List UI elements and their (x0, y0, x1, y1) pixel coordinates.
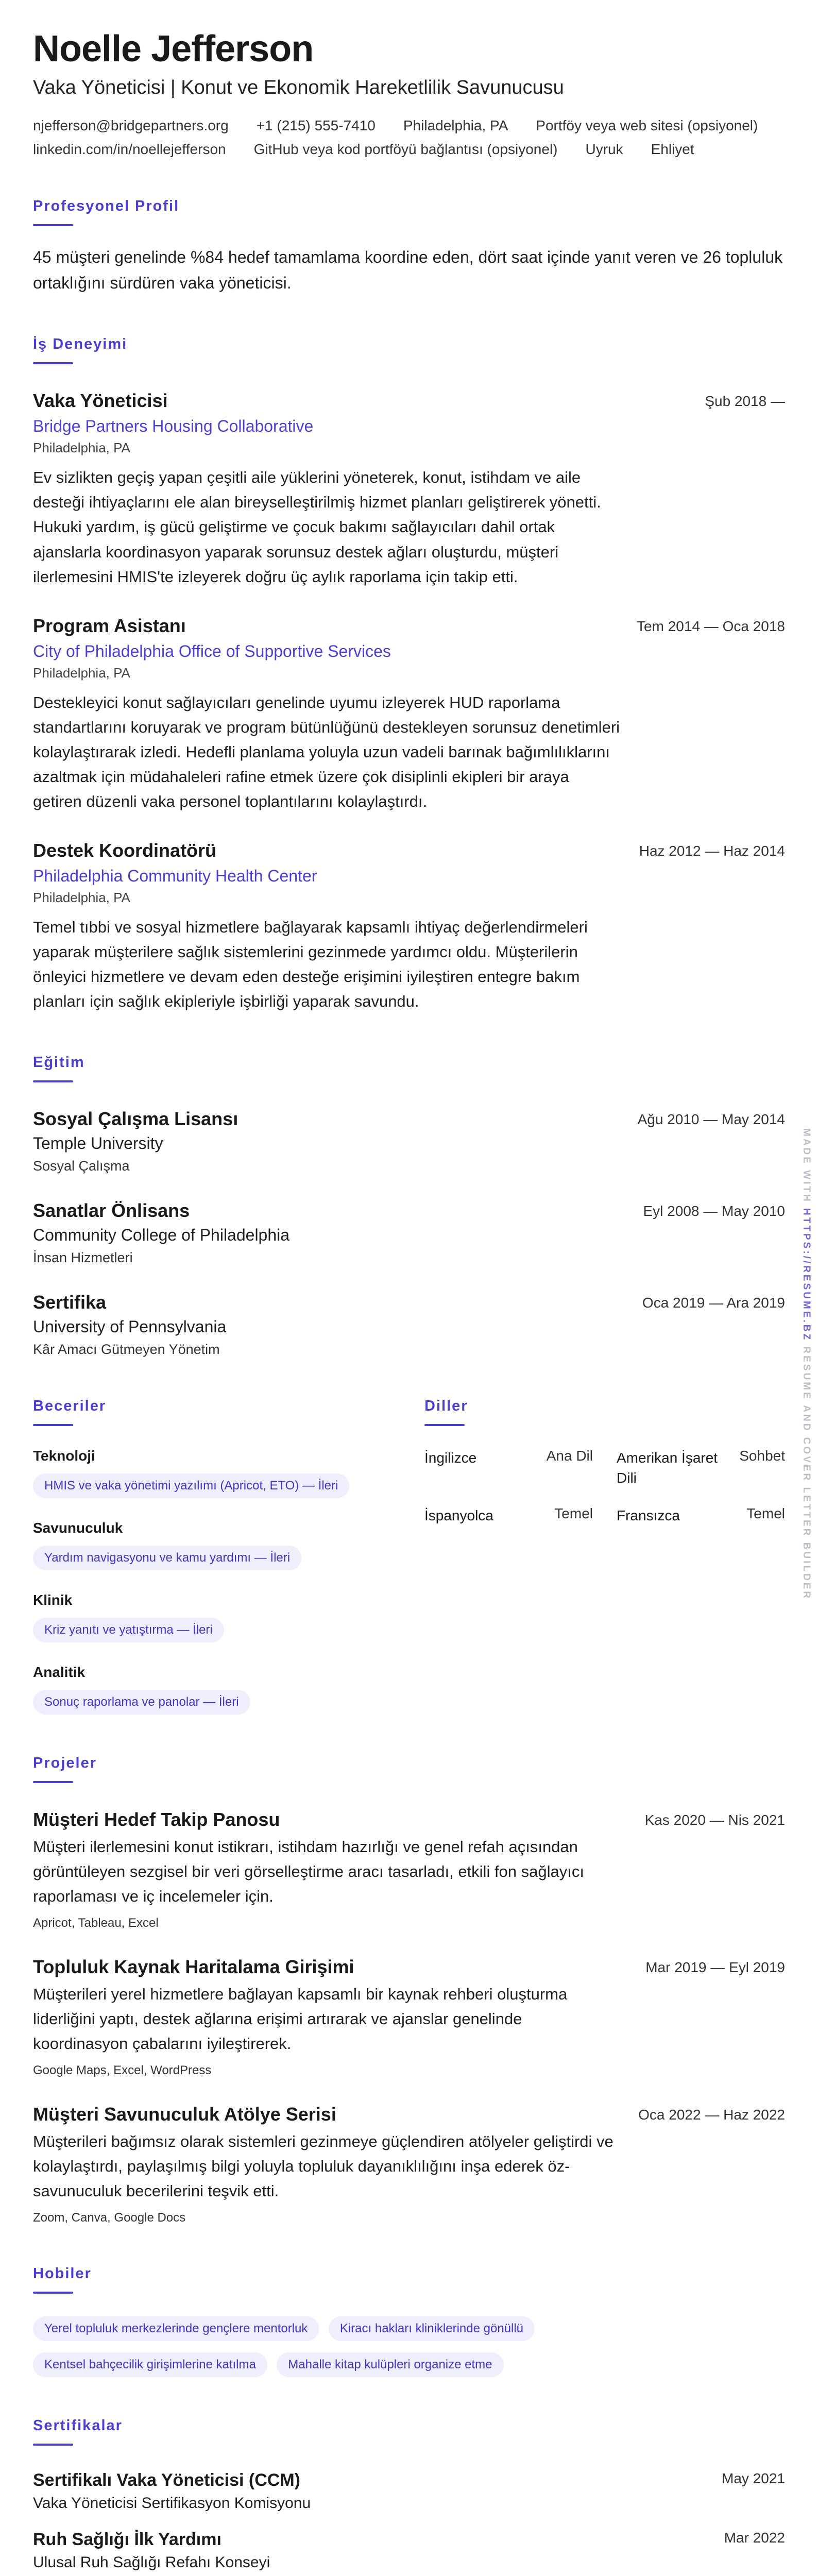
school-name: Community College of Philadelphia (33, 1226, 290, 1245)
experience-entry (33, 615, 785, 814)
contact-location: Philadelphia, PA (403, 117, 508, 134)
project-name: Topluluk Kaynak Haritalama Girişimi (33, 1956, 354, 1978)
experience-entry (33, 840, 785, 1014)
section-title: Projeler (33, 1755, 97, 1772)
contact-info (33, 117, 785, 158)
contact-email[interactable]: njefferson@bridgepartners.org (33, 117, 229, 134)
project-name: Müşteri Hedef Takip Panosu (33, 1809, 280, 1831)
experience-entry (33, 390, 785, 589)
hobby-chip: Kentsel bahçecilik girişimlerine katılma (33, 2352, 267, 2377)
languages-grid (424, 1448, 785, 1526)
section-divider (33, 1781, 73, 1783)
skill-category: Klinik (33, 1592, 73, 1608)
job-title: Destek Koordinatörü (33, 839, 217, 861)
candidate-headline: Vaka Yöneticisi | Konut ve Ekonomik Hareketlilik Savunucusu (33, 77, 564, 99)
school-name: Temple University (33, 1134, 163, 1153)
skill-category: Teknoloji (33, 1448, 95, 1464)
section-divider (33, 1424, 73, 1426)
language-name: İngilizce (424, 1450, 477, 1466)
project-dates: Mar 2019 — Eyl 2019 (645, 1959, 785, 1976)
education-dates: Oca 2019 — Ara 2019 (642, 1295, 785, 1311)
language-name: Fransızca (617, 1507, 680, 1524)
section-title: Sertifikalar (33, 2417, 123, 2434)
education-dates: Eyl 2008 — May 2010 (643, 1203, 785, 1219)
employer-name: City of Philadelphia Office of Supportive Services (33, 641, 391, 660)
job-title: Vaka Yöneticisi (33, 390, 168, 412)
hobbies-section (33, 2265, 785, 2377)
job-title: Program Asistanı (33, 615, 186, 636)
education-entry (33, 1108, 785, 1174)
project-tech: Google Maps, Excel, WordPress (33, 2063, 212, 2078)
skill-category: Savunuculuk (33, 1520, 123, 1536)
profile-section (33, 198, 785, 296)
section-divider (33, 362, 73, 364)
education-section (33, 1054, 785, 1358)
contact-github[interactable]: GitHub veya kod portföyü bağlantısı (opsiyonel) (253, 141, 558, 158)
section-title: Profesyonel Profil (33, 198, 180, 215)
employer-name: Philadelphia Community Health Center (33, 866, 317, 885)
employer-name: Bridge Partners Housing Collaborative (33, 417, 314, 436)
language-item (424, 1505, 593, 1526)
study-field: Kâr Amacı Gütmeyen Yönetim (33, 1342, 220, 1358)
watermark-suffix: RESUME AND COVER LETTER BUILDER (801, 1346, 812, 1601)
project-entry (33, 1809, 785, 1930)
section-divider (33, 1080, 73, 1082)
section-title: Hobiler (33, 2265, 92, 2282)
skill-chip: Sonuç raporlama ve panolar — İleri (33, 1690, 250, 1715)
language-name: İspanyolca (424, 1507, 493, 1524)
section-title: Eğitim (33, 1054, 85, 1071)
skills-languages-row (33, 1398, 785, 1715)
job-dates: Haz 2012 — Haz 2014 (639, 842, 785, 859)
job-location: Philadelphia, PA (33, 440, 130, 456)
certifications-section (33, 2417, 785, 2571)
job-location: Philadelphia, PA (33, 889, 130, 905)
certification-date: May 2021 (722, 2470, 785, 2487)
project-description: Müşteri ilerlemesini konut istikrarı, istihdam hazırlığı ve genel refah açısından görüntüleyen sezgisel bir veri görselleştirme aracı tasarladı, etkili fon sağlayıcı raporlaması ve iç incelemeler için. (33, 1838, 584, 1906)
project-description: Müşterileri bağımsız olarak sistemleri gezinmeye güçlendiren atölyeler geliştirdi ve kolaylaştırdı, paylaşılmış bilgi yoluyla topluluk dayanıklılığını inşa ederek öz-savunuculuk becerilerini teşvik etti. (33, 2132, 614, 2200)
section-title: İş Deneyimi (33, 336, 128, 353)
section-title: Beceriler (33, 1398, 107, 1415)
hobby-chip: Kiracı hakları kliniklerinde gönüllü (329, 2316, 535, 2341)
project-dates: Kas 2020 — Nis 2021 (644, 1812, 785, 1828)
projects-section (33, 1755, 785, 2225)
language-item (617, 1448, 785, 1488)
hobby-chip: Yerel topluluk merkezlerinde gençlere mentorluk (33, 2316, 319, 2341)
contact-license: Ehliyet (651, 141, 694, 158)
language-item (424, 1448, 593, 1488)
language-level: Ana Dil (546, 1448, 593, 1464)
section-title: Diller (424, 1398, 468, 1415)
contact-website[interactable]: Portföy veya web sitesi (opsiyonel) (536, 117, 758, 134)
job-dates: Şub 2018 — (705, 393, 785, 410)
project-entry (33, 1956, 785, 2078)
school-name: University of Pennsylvania (33, 1317, 227, 1336)
certification-date: Mar 2022 (724, 2530, 785, 2546)
degree-title: Sosyal Çalışma Lisansı (33, 1108, 238, 1130)
language-level: Sohbet (739, 1448, 785, 1464)
certification-name: Sertifikalı Vaka Yöneticisi (CCM) (33, 2470, 300, 2490)
language-item (617, 1505, 785, 1526)
skill-chip: Yardım navigasyonu ve kamu yardımı — İleri (33, 1546, 301, 1570)
project-dates: Oca 2022 — Haz 2022 (638, 2107, 785, 2123)
contact-nationality: Uyruk (585, 141, 623, 158)
project-description: Müşterileri yerel hizmetlere bağlayan kapsamlı bir kaynak rehberi oluşturma liderliğini yaptı, destek ağlarına erişimi artırarak ve ajanslar genelinde koordinasyon çabalarını iyileştirerek. (33, 1985, 568, 2053)
certification-name: Ruh Sağlığı İlk Yardımı (33, 2530, 221, 2550)
education-entry (33, 1200, 785, 1266)
certification-issuer: Ulusal Ruh Sağlığı Refahı Konseyi (33, 2554, 270, 2571)
project-tech: Apricot, Tableau, Excel (33, 1916, 159, 1930)
education-dates: Ağu 2010 — May 2014 (637, 1111, 785, 1128)
language-level: Temel (746, 1505, 785, 1522)
job-location: Philadelphia, PA (33, 665, 130, 681)
degree-title: Sanatlar Önlisans (33, 1200, 190, 1222)
resume-page (33, 29, 785, 2571)
skill-chip: HMIS ve vaka yönetimi yazılımı (Apricot, ETO) — İleri (33, 1473, 349, 1498)
skill-category: Analitik (33, 1664, 86, 1681)
certification-entry (33, 2470, 785, 2512)
section-divider (424, 1424, 465, 1426)
job-description: Ev sizlikten geçiş yapan çeşitli aile yüklerini yöneterek, konut, istihdam ve aile desteği ihtiyaçlarını ele alan bireyselleştirilmiş hizmet planları geliştirerek yönetti. Hukuki yardım, iş gücü geliştirme ve çocuk bakımı sağlayıcıları dahil ortak ajanslarla koordinasyon yaparak sorunsuz destek ağları oluşturdu, müşteri ilerlemesini HMIS'te izleyerek doğru üç aylık raporlama için takip etti. (33, 468, 601, 586)
language-level: Temel (554, 1505, 593, 1522)
project-tech: Zoom, Canva, Google Docs (33, 2211, 186, 2225)
job-description: Destekleyici konut sağlayıcıları genelinde uyumu izleyerek HUD raporlama standartlarını koruyarak ve program bütünlüğünü destekleyen sorunsuz denetimleri kolaylaştırarak izledi. Hedefli planlama yoluyla uzun vadeli barınak bağımlılıklarını azaltmak için müdahaleleri rafine etmek üzere çok disiplinli ekipleri bir araya getiren düzenli vaka personel toplantılarını kolaylaştırdı. (33, 693, 620, 810)
job-dates: Tem 2014 — Oca 2018 (637, 618, 785, 634)
certification-issuer: Vaka Yöneticisi Sertifikasyon Komisyonu (33, 2495, 311, 2512)
watermark-link[interactable]: HTTPS://RESUME.BZ (801, 1208, 812, 1342)
education-entry (33, 1292, 785, 1358)
job-description: Temel tıbbi ve sosyal hizmetlere bağlayarak kapsamlı ihtiyaç değerlendirmeleri yaparak müşterilere sağlık sistemlerini gezinmede yardımcı oldu. Müşterilerin önleyici hizmetlere ve devam eden desteğe erişimini iyileştiren entegre bakım planları için sağlık ekipleriyle işbirliği yaparak savundu. (33, 918, 588, 1010)
section-divider (33, 2444, 73, 2446)
languages-section (424, 1398, 785, 1715)
contact-phone[interactable]: +1 (215) 555-7410 (256, 117, 376, 134)
hobby-chip: Mahalle kitap kulüpleri organize etme (277, 2352, 503, 2377)
study-field: Sosyal Çalışma (33, 1158, 130, 1174)
builder-watermark (800, 1128, 812, 1600)
study-field: İnsan Hizmetleri (33, 1250, 133, 1266)
section-divider (33, 2292, 73, 2294)
skills-section (33, 1398, 404, 1715)
profile-summary: 45 müşteri genelinde %84 hedef tamamlama koordine eden, dört saat içinde yanıt veren ve 26 topluluk ortaklığını sürdüren vaka yöneticisi. (33, 248, 783, 292)
hobbies-list (33, 2305, 785, 2377)
certification-entry (33, 2530, 785, 2571)
experience-section (33, 336, 785, 1014)
section-divider (33, 224, 73, 226)
language-name: Amerikan İşaret Dili (617, 1450, 718, 1486)
project-entry (33, 2104, 785, 2225)
degree-title: Sertifika (33, 1292, 107, 1313)
watermark-prefix: MADE WITH (801, 1128, 812, 1204)
candidate-name: Noelle Jefferson (33, 28, 314, 70)
contact-linkedin[interactable]: linkedin.com/in/noellejefferson (33, 141, 226, 158)
project-name: Müşteri Savunuculuk Atölye Serisi (33, 2104, 336, 2125)
skill-chip: Kriz yanıtı ve yatıştırma — İleri (33, 1618, 224, 1642)
